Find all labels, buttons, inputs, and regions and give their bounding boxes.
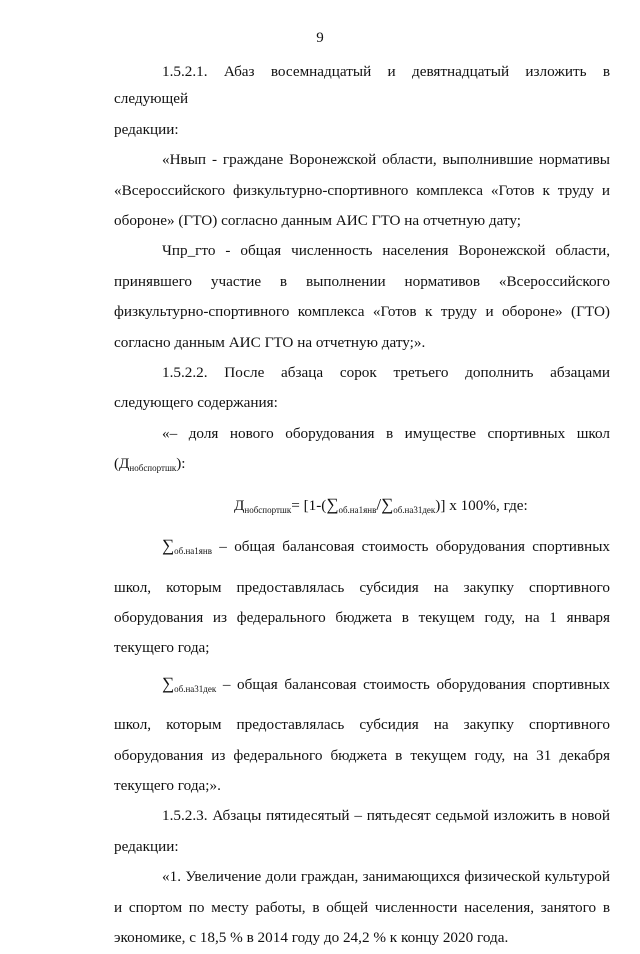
paragraph-2-line-1: «Нвып - граждане Воронежской области, выполнившие нормативы [162,151,610,169]
page-number: 9 [316,30,324,46]
paragraph-5-subscript: нобспортшк [129,463,177,474]
paragraph-7-sigma: ∑ [162,673,175,693]
paragraph-9-line-3: экономике, с 18,5 % в 2014 году до 24,2 % к концу 2020 года. [114,928,509,946]
paragraph-3-line-2: принявшего участие в выполнении нормативов «Всероссийского [114,272,610,290]
paragraph-7-subscript: об.на31дек [174,683,217,694]
formula-d: Д [234,496,245,514]
formula-sigma-1: ∑ [326,494,339,514]
paragraph-5-prefix: (Д [114,455,130,473]
formula-line [114,491,610,524]
paragraph-6-line-1 [114,532,610,565]
document-body [114,58,610,954]
paragraph-6-text: – общая балансовая стоимость оборудования спортивных [211,538,610,556]
paragraph-9-line-1: «1. Увеличение доли граждан, занимающихся физической культурой [162,868,610,886]
paragraph-6-line-2: школ, которым предоставлялась субсидия на закупку спортивного [114,578,610,596]
paragraph-3-line-1: Чпр_гто - общая численность населения Воронежской области, [162,242,610,260]
formula-end: )] x 100%, где: [435,496,528,514]
paragraph-7-line-2: школ, которым предоставлялась субсидия на закупку спортивного [114,716,610,734]
formula-eq: = [1-( [291,496,327,514]
paragraph-3-line-4: согласно данным АИС ГТО на отчетную дату;». [114,333,426,351]
paragraph-2-line-2: «Всероссийского физкультурно-спортивного комплекса «Готов к труду и [114,181,610,199]
paragraph-6-line-3: оборудования из федерального бюджета в текущем году, на 1 января [114,608,610,626]
paragraph-6-sigma: ∑ [162,536,175,556]
paragraph-7-text: – общая балансовая стоимость оборудования спортивных [216,675,610,693]
paragraph-2-line-3: обороне» (ГТО) согласно данным АИС ГТО на отчетную дату; [114,212,521,230]
paragraph-7-line-4: текущего года;». [114,776,221,794]
formula-d-subscript: нобспортшк [244,504,292,515]
paragraph-6-line-4: текущего года; [114,639,210,657]
formula-sigma-1-subscript: об.на1янв [338,504,377,515]
paragraph-8-line-1: 1.5.2.3. Абзацы пятидесятый – пятьдесят седьмой изложить в новой [162,807,610,825]
paragraph-1-line-1: 1.5.2.1. Абаз восемнадцатый и девятнадцатый изложить в следующей [114,63,610,108]
paragraph-5-suffix: ): [176,455,186,473]
formula-sigma-2: ∑ [381,494,394,514]
formula-sigma-2-subscript: об.на31дек [393,504,436,515]
paragraph-8-line-2: редакции: [114,837,179,855]
paragraph-5-line-1: «– доля нового оборудования в имуществе спортивных школ [162,424,610,442]
paragraph-6-subscript: об.на1янв [174,546,212,557]
paragraph-1-line-2: редакции: [114,120,179,138]
formula-slash: / [376,494,382,514]
paragraph-9-line-2: и спортом по месту работы, в общей численности населения, занятого в [114,898,610,916]
paragraph-5-line-2 [114,450,610,482]
paragraph-7-line-1 [114,670,610,703]
paragraph-7-line-3: оборудования из федерального бюджета в текущем году, на 31 декабря [114,746,610,764]
paragraph-4-line-1: 1.5.2.2. После абзаца сорок третьего дополнить абзацами [162,364,610,382]
paragraph-4-line-2: следующего содержания: [114,394,278,412]
paragraph-3-line-3: физкультурно-спортивного комплекса «Готов к труду и обороне» (ГТО) [114,303,610,321]
